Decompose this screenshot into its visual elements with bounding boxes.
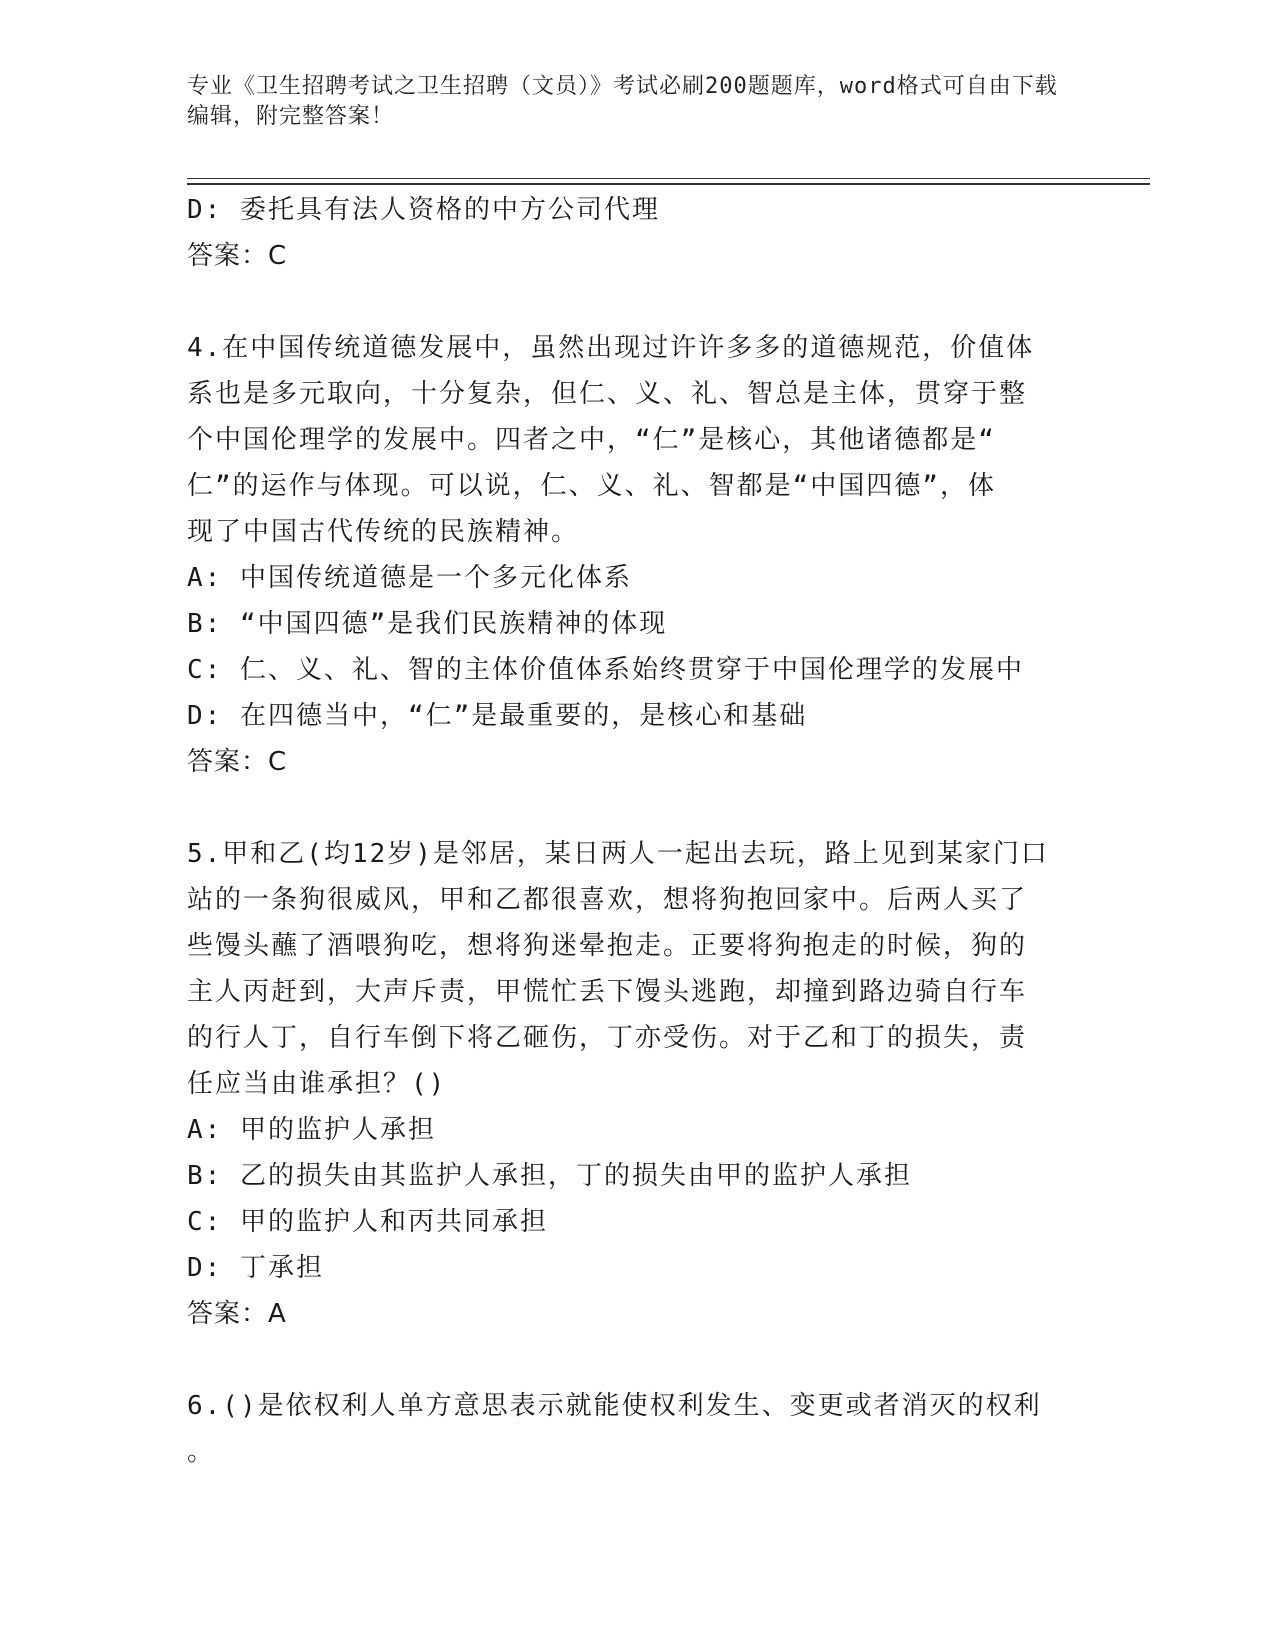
question-4-option-b: B: “中国四德”是我们民族精神的体现 [187,609,668,639]
header-divider-thick [187,183,1150,185]
header-divider-thin [187,178,1150,179]
question-4-stem-line: 系也是多元取向，十分复杂，但仁、义、礼、智总是主体，贯穿于整 [187,379,1028,409]
question-4 [187,325,1067,785]
spacer [187,1337,1067,1383]
spacer [187,785,1067,831]
question-4-stem-line: 个中国伦理学的发展中。四者之中，“仁”是核心，其他诸德都是“ [187,425,996,455]
question-5 [187,831,1067,1337]
question-5-stem-line: 的行人丁，自行车倒下将乙砸伤，丁亦受伤。对于乙和丁的损失，责 [187,1023,1028,1053]
prev-question-option-d: D: 委托具有法人资格的中方公司代理 [187,195,660,225]
question-5-stem-line: 站的一条狗很威风，甲和乙都很喜欢，想将狗抱回家中。后两人买了 [187,885,1028,915]
question-6-stem-line: 。 [187,1437,216,1467]
question-4-stem-line: 现了中国古代传统的民族精神。 [187,517,580,547]
question-5-stem-line: 任应当由谁承担？() [187,1069,447,1099]
page-header-title: 专业《卫生招聘考试之卫生招聘（文员）》考试必刷200题题库，word格式可自由下载编辑，附完整答案！ [187,74,1058,129]
question-5-stem-line: 主人丙赶到，大声斥责，甲慌忙丢下馒头逃跑，却撞到路边骑自行车 [187,977,1028,1007]
question-6 [187,1383,1067,1475]
question-5-option-b: B: 乙的损失由其监护人承担，丁的损失由甲的监护人承担 [187,1161,912,1191]
question-5-answer: 答案：A [187,1299,287,1329]
question-6-stem-line: 6.()是依权利人单方意思表示就能使权利发生、变更或者消灭的权利 [187,1391,1042,1421]
question-4-option-c: C: 仁、义、礼、智的主体价值体系始终贯穿于中国伦理学的发展中 [187,655,1024,685]
question-4-option-d: D: 在四德当中，“仁”是最重要的，是核心和基础 [187,701,808,731]
question-5-option-a: A: 甲的监护人承担 [187,1115,436,1145]
question-4-option-a: A: 中国传统道德是一个多元化体系 [187,563,632,593]
question-4-answer: 答案：C [187,747,288,777]
prev-question-answer: 答案：C [187,241,288,271]
document-body [187,187,1067,1475]
question-4-stem-line: 4.在中国传统道德发展中，虽然出现过许许多多的道德规范，价值体 [187,333,1035,363]
question-4-stem-line: 仁”的运作与体现。可以说，仁、义、礼、智都是“中国四德”，体 [187,471,996,501]
question-5-option-d: D: 丁承担 [187,1253,324,1283]
spacer [187,279,1067,325]
question-5-stem-line: 些馒头蘸了酒喂狗吃，想将狗迷晕抱走。正要将狗抱走的时候，狗的 [187,931,1028,961]
question-5-stem-line: 5.甲和乙(均12岁)是邻居，某日两人一起出去玩，路上见到某家门口 [187,839,1049,869]
question-5-option-c: C: 甲的监护人和丙共同承担 [187,1207,548,1237]
